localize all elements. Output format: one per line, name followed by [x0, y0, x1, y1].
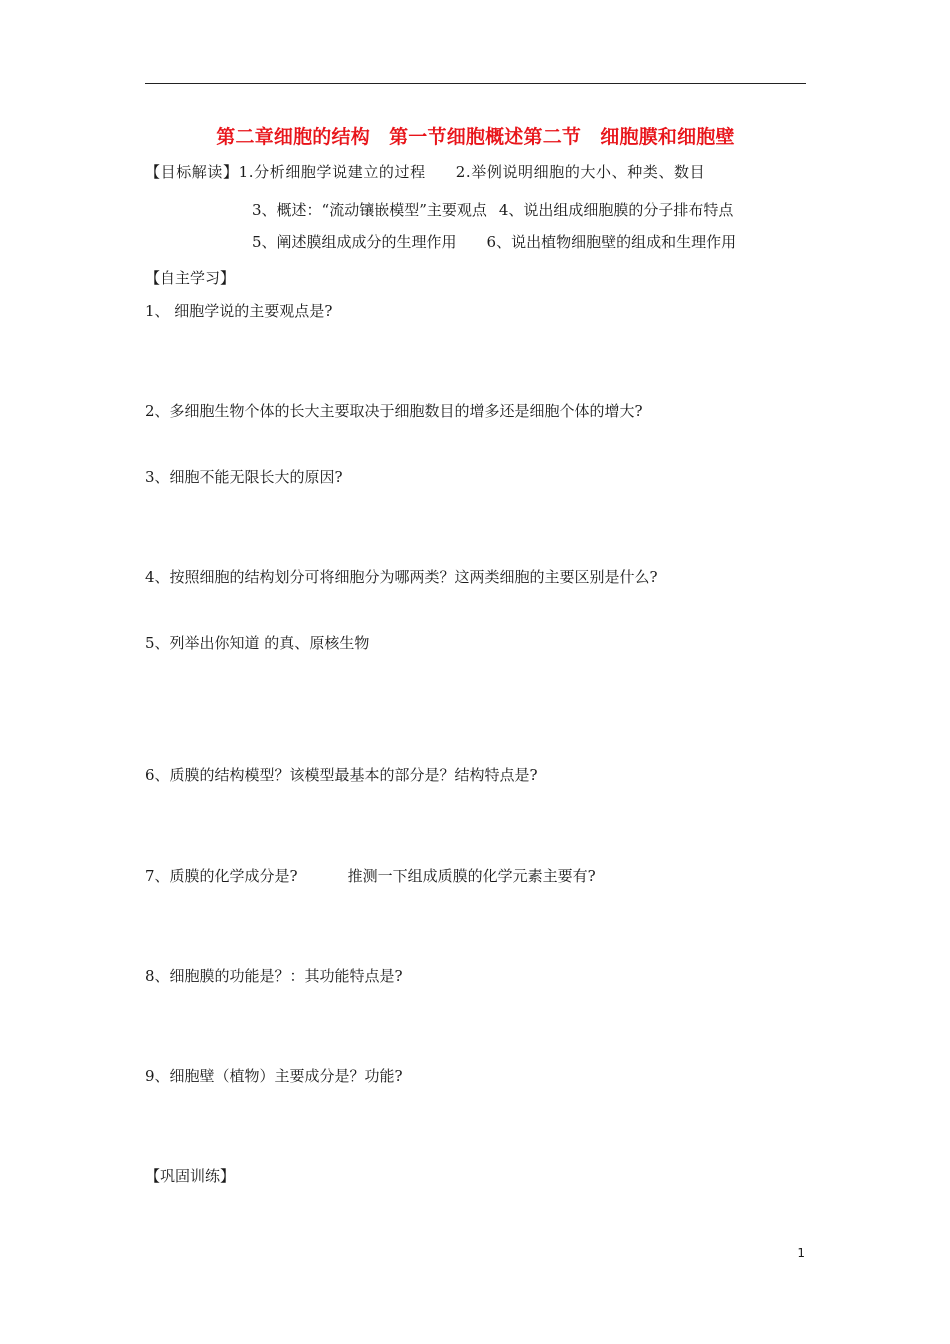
objectives-label: 【目标解读】: [145, 163, 239, 181]
objective-item-1: 1.分析细胞学说建立的过程: [238, 163, 426, 181]
self-study-heading: 【自主学习】: [145, 269, 236, 287]
objective-item-6: 6、说出植物细胞壁的组成和生理作用: [486, 233, 737, 251]
question-6: 6、质膜的结构模型？该模型最基本的部分是？结构特点是?: [145, 766, 538, 784]
header-rule: [145, 83, 806, 84]
question-8: 8、细胞膜的功能是？：其功能特点是?: [145, 967, 403, 985]
document-title: 第二章细胞的结构 第一节细胞概述第二节 细胞膜和细胞壁: [216, 126, 735, 148]
objectives-line-3: [252, 232, 736, 252]
consolidation-heading: 【巩固训练】: [145, 1167, 236, 1185]
objective-item-2: 2.举例说明细胞的大小、种类、数目: [455, 163, 706, 181]
question-7-part-1: 7、质膜的化学成分是?: [145, 867, 298, 885]
question-1: 1、 细胞学说的主要观点是?: [145, 302, 333, 320]
question-9: 9、细胞壁（植物）主要成分是？功能?: [145, 1067, 403, 1085]
objectives-line-2: [252, 200, 733, 220]
page-number: 1: [797, 1246, 805, 1260]
question-5: 5、列举出你知道 的真、原核生物: [145, 634, 370, 652]
question-4: 4、按照细胞的结构划分可将细胞分为哪两类？这两类细胞的主要区别是什么?: [145, 568, 658, 586]
objective-item-4: 4、说出组成细胞膜的分子排布特点: [498, 201, 734, 219]
objective-item-3: 3、概述：“流动镶嵌模型”主要观点: [252, 201, 487, 219]
question-7: [145, 866, 596, 886]
question-3: 3、细胞不能无限长大的原因?: [145, 468, 343, 486]
question-7-part-2: 推测一下组成质膜的化学元素主要有?: [347, 867, 596, 885]
objectives-line-1: [145, 162, 705, 182]
objective-item-5: 5、阐述膜组成成分的生理作用: [252, 233, 457, 251]
question-2: 2、多细胞生物个体的长大主要取决于细胞数目的增多还是细胞个体的增大?: [145, 402, 643, 420]
